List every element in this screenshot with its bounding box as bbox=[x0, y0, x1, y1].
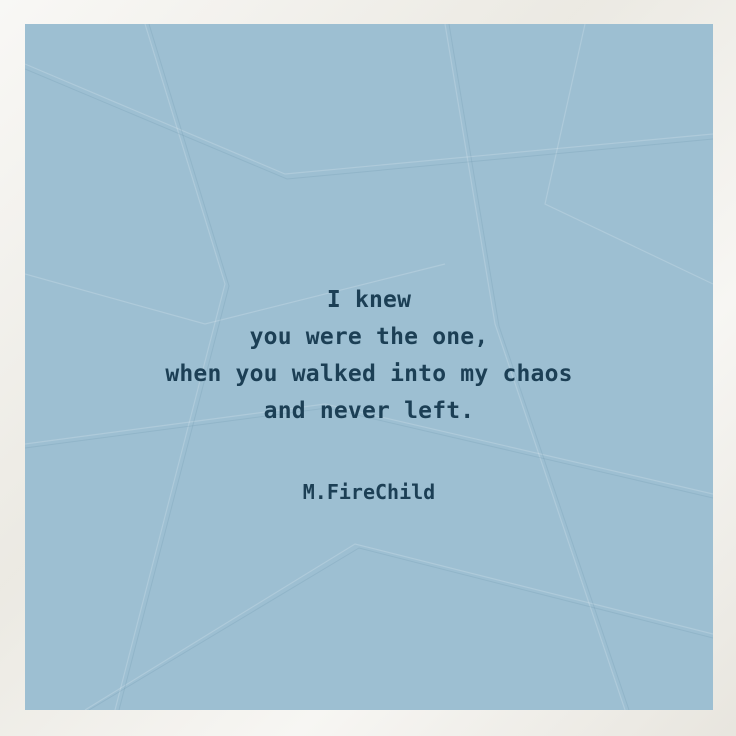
quote-text bbox=[25, 282, 713, 430]
quote-card bbox=[25, 24, 713, 710]
quote-author: M.FireChild bbox=[302, 480, 436, 504]
quote-line-4: and never left. bbox=[263, 398, 475, 424]
quote-line-1: I knew bbox=[326, 287, 412, 313]
quote-line-3: when you walked into my chaos bbox=[165, 361, 573, 387]
quote-line-2: you were the one, bbox=[249, 324, 489, 350]
